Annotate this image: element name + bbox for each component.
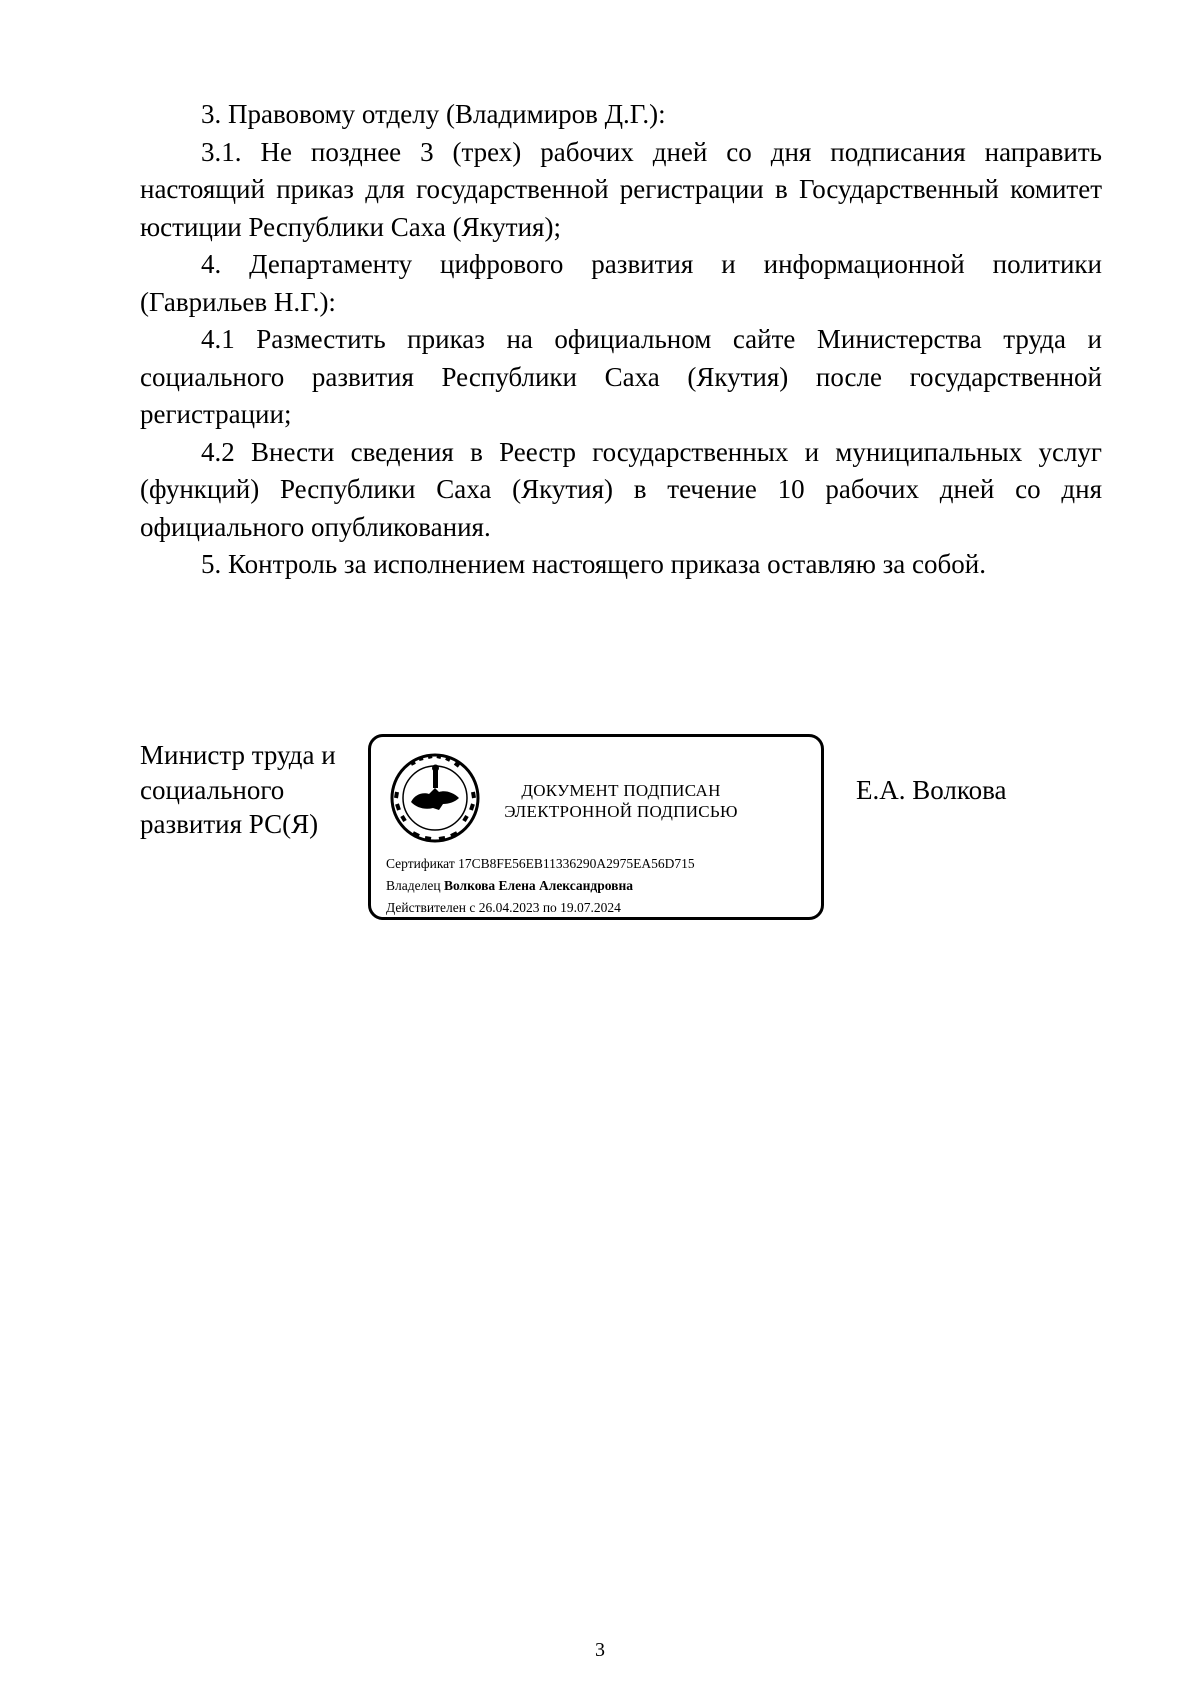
electronic-signature-stamp: [368, 734, 824, 920]
owner-label: Владелец: [386, 878, 441, 893]
certificate-label: Сертификат: [386, 856, 455, 871]
certificate-line: [386, 853, 695, 875]
signer-name: Е.А. Волкова: [856, 775, 1007, 805]
stamp-heading-line-2: ЭЛЕКТРОННОЙ ПОДПИСЬЮ: [504, 802, 738, 821]
validity-label: Действителен: [386, 900, 466, 915]
validity-from: 26.04.2023: [478, 900, 540, 915]
signer-title-line-3: развития РС(Я): [140, 809, 319, 839]
owner-value: Волкова Елена Александровна: [443, 878, 634, 893]
validity-to-label: по: [542, 900, 557, 915]
validity-to: 19.07.2024: [560, 900, 621, 915]
order-body: [140, 96, 1102, 584]
paragraph-4: 4. Департаменту цифрового развития и информационной политики (Гаврильев Н.Г.):: [140, 249, 1102, 317]
paragraph-4-1: 4.1 Разместить приказ на официальном сайте Министерства труда и социального развития Республики Саха (Якутия) после государственной регистрации;: [140, 324, 1102, 429]
signer-title-line-1: Министр труда и: [140, 740, 336, 770]
validity-from-label: с: [469, 900, 476, 915]
paragraph-3-1: 3.1. Не позднее 3 (трех) рабочих дней со дня подписания направить настоящий приказ для государственной регистрации в Государственный комитет юстиции Республики Саха (Якутия);: [140, 136, 1102, 242]
paragraph-4-2: 4.2 Внести сведения в Реестр государственных и муниципальных услуг (функций) Республики Саха (Якутия) в течение 10 рабочих дней со дня официального опубликования.: [140, 436, 1102, 542]
page-number: 3: [595, 1639, 605, 1661]
paragraph-3: 3. Правовому отделу (Владимиров Д.Г.):: [201, 99, 666, 129]
signer-title-line-2: социального: [140, 774, 285, 805]
stamp-heading-line-1: ДОКУМЕНТ ПОДПИСАН: [521, 781, 721, 800]
signer-title: [140, 738, 360, 842]
validity-line: [386, 897, 695, 919]
republic-sakha-emblem-icon: [389, 752, 481, 844]
paragraph-5: 5. Контроль за исполнением настоящего приказа оставляю за собой.: [201, 549, 986, 579]
stamp-heading: [486, 780, 756, 822]
owner-line: [386, 875, 695, 897]
certificate-value: 17CB8FE56EB11336290A2975EA56D715: [458, 856, 695, 871]
stamp-details: [386, 853, 695, 919]
